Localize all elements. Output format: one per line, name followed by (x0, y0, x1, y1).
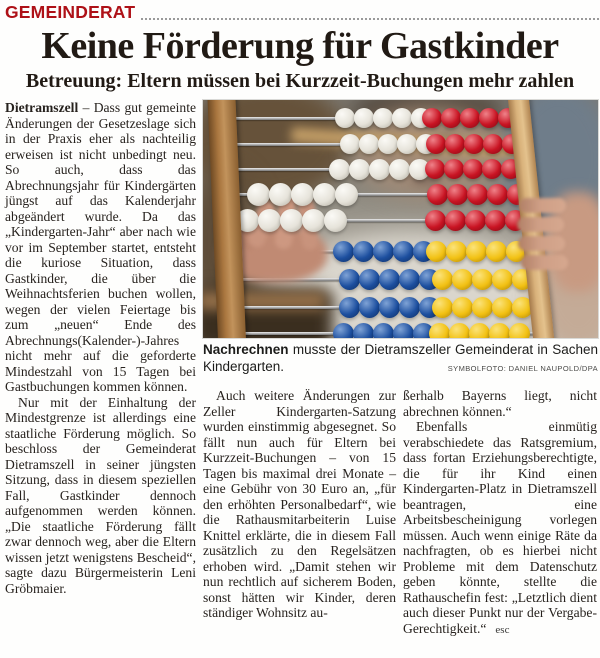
abacus-bead-yellow (492, 269, 513, 290)
abacus-bead-red (426, 134, 446, 154)
abacus-bead-yellow (486, 241, 507, 262)
abacus-bead-blue (379, 269, 400, 290)
page-title: Keine Förderung für Gastkinder (41, 25, 559, 67)
abacus-bead-blue (359, 269, 380, 290)
paragraph-text: Ebenfalls einmütig verabschiedete das Ratsgremium, dass fortan Erziehungsberechtigte, die für ihr Kind einen Kindergarten-Platz in Dietramszell beantragen, eine Arbeitsbescheinigung vorlegen müssen. Auch wenn einige Räte da nachfragten, ob es hierbei nicht Probleme mit dem Datenschutz geben könnte, stellte die Rathauschefin fest: „Letztlich dient auch dieser Punkt nur der Vergabe-Gerechtigkeit.“ (403, 419, 597, 636)
abacus-bead-red (465, 210, 486, 231)
abacus-bead-yellow (469, 323, 490, 339)
article-paragraph (5, 100, 196, 395)
article-column-3 (403, 388, 597, 657)
abacus-bead-yellow (492, 297, 513, 318)
abacus-bead-white (313, 183, 336, 206)
abacus-bead-red (464, 134, 484, 154)
abacus-bead-blue (339, 297, 360, 318)
photo-credit: SYMBOLFOTO: DANIEL NAUPOLD/DPA (447, 364, 598, 373)
abacus-bead-red (445, 134, 465, 154)
abacus-bead-white (373, 108, 393, 128)
abacus-bead-yellow (466, 241, 487, 262)
abacus-bead-red (447, 184, 468, 205)
abacus-bead-red (444, 159, 464, 179)
abacus-bead-blue (373, 241, 394, 262)
abacus-bead-blue (353, 241, 374, 262)
abacus-bead-yellow (452, 297, 473, 318)
abacus-bead-yellow (452, 269, 473, 290)
hand-finger (521, 255, 568, 270)
abacus-bead-blue (399, 297, 420, 318)
abacus-bead-yellow (429, 323, 450, 339)
abacus-bead-yellow (432, 297, 453, 318)
abacus-bead-red (487, 184, 508, 205)
abacus-bead-white (324, 209, 347, 232)
abacus-bead-red (425, 210, 446, 231)
article-column-1 (5, 100, 196, 657)
abacus-bead-white (369, 159, 390, 180)
abacus-bead-blue (393, 241, 414, 262)
abacus-bead-blue (373, 323, 394, 339)
abacus-bead-red (441, 108, 461, 128)
hand-finger (519, 198, 566, 213)
abacus-bead-white (340, 134, 360, 154)
abacus-bead-white (269, 183, 292, 206)
article-paragraph: Nur mit der Einhaltung der Mindestgrenze ist allerdings eine staatliche Förderung möglich. So beschloss der Gemeinderat Dietramszell in seiner jüngsten Sitzung, dass in diesem speziellen Fall, Gastkinder dennoch aufgenommen werden können. „Die staatliche Förderung fällt zwar dennoch weg, aber die Eltern wissen jetzt wenigstens Bescheid“, sagte dazu Bürgermeisterin Leni Gröbmaier. (5, 394, 196, 596)
article-column-2 (203, 388, 396, 657)
abacus-bead-white (280, 209, 303, 232)
abacus-bead-white (354, 108, 374, 128)
abacus-bead-white (291, 183, 314, 206)
abacus-bead-yellow (432, 269, 453, 290)
abacus-bead-white (397, 134, 417, 154)
abacus-bead-blue (359, 297, 380, 318)
abacus-bead-white (329, 159, 350, 180)
abacus-bead-white (302, 209, 325, 232)
abacus-bead-white (349, 159, 370, 180)
abacus-bead-white (335, 183, 358, 206)
abacus-bead-blue (399, 269, 420, 290)
abacus-bead-red (467, 184, 488, 205)
photo (203, 100, 598, 338)
author-signature: esc (495, 623, 510, 636)
page-subtitle: Betreuung: Eltern müssen bei Kurzzeit-Buchungen mehr zahlen (25, 70, 575, 92)
kicker-label: GEMEINDERAT (5, 2, 136, 22)
abacus-bead-white (378, 134, 398, 154)
abacus-bead-white (335, 108, 355, 128)
dateline: Dietramszell (5, 100, 79, 115)
abacus-bead-red (483, 134, 503, 154)
abacus-bead-blue (353, 323, 374, 339)
abacus-bead-blue (333, 241, 354, 262)
abacus-bead-red (482, 159, 502, 179)
abacus-bead-white (389, 159, 410, 180)
abacus-bead-red (479, 108, 499, 128)
abacus-bead-white (258, 209, 281, 232)
caption-text: musste der Dietramszeller Gemeinderat in Sachen Kindergarten. (203, 342, 598, 374)
abacus-bead-blue (379, 297, 400, 318)
abacus-bead-blue (333, 323, 354, 339)
abacus-bead-blue (393, 323, 414, 339)
kicker-row (5, 4, 599, 22)
abacus-bead-red (445, 210, 466, 231)
hand-finger (517, 217, 564, 232)
hand-finger (518, 236, 565, 251)
abacus-bead-white (247, 183, 270, 206)
dotted-rule (141, 18, 599, 20)
photo-caption (203, 342, 598, 375)
article-paragraph: Auch weitere Änderungen zur Zeller Kindergarten-Satzung wurden einstimmig abgesegnet. So fällt nun auch für Eltern bei Kurzzeit-Buchungen – von 15 Tagen bis maximal drei Monate – eine Gebühr von 30 Euro an, „für den erhöhten Personalbedarf“, wie die Rathausmitarbeiterin Luise Knittel erklärte, die in diesem Fall zusätzlich zu den Regelsätzen erhoben wird. „Damit stehen wir nun rechtlich auf sicherem Boden, sonst hätten wir Kinder, deren ständiger Wohnsitz au- (203, 388, 396, 620)
paragraph-text: – Dass gut gemeinte Änderungen der Gesetzeslage sich in der Praxis eher als nachteilig erweisen ist nicht unbedingt neu. So auch, dass das Abrechnungsjahr für Kindergärten jüngst auf das Kalenderjahr abgeändert wurde. Da das „Kindergarten-Jahr“ aber nach wie vor im September startet, entsteht die kuriose Situation, dass Gastkinder, die über die Weihnachtsferien buchen wollen, wegen der vielen Feiertage bis zum „neuen“ Ende des Abrechnungs(Kalender-)-Jahres nicht mehr auf die geforderte Mindestzahl von 15 Tagen bei Gastbuchungen kommen können. (5, 100, 196, 394)
article-paragraph (403, 419, 597, 638)
abacus-bead-blue (339, 269, 360, 290)
abacus-bead-white (359, 134, 379, 154)
abacus-bead-yellow (426, 241, 447, 262)
abacus-bead-yellow (446, 241, 467, 262)
abacus-bead-yellow (472, 269, 493, 290)
abacus-bead-yellow (472, 297, 493, 318)
abacus-bead-red (425, 159, 445, 179)
article-paragraph: ßerhalb Bayerns liegt, nicht abrechnen können.“ (403, 388, 597, 419)
abacus-bead-yellow (449, 323, 470, 339)
abacus-bead-red (460, 108, 480, 128)
abacus-bead-red (422, 108, 442, 128)
abacus-bead-red (427, 184, 448, 205)
abacus-bead-yellow (509, 323, 530, 339)
abacus-bead-red (463, 159, 483, 179)
abacus-bead-red (485, 210, 506, 231)
abacus-bead-white (392, 108, 412, 128)
caption-lead: Nachrechnen (203, 342, 289, 357)
abacus-bead-yellow (489, 323, 510, 339)
